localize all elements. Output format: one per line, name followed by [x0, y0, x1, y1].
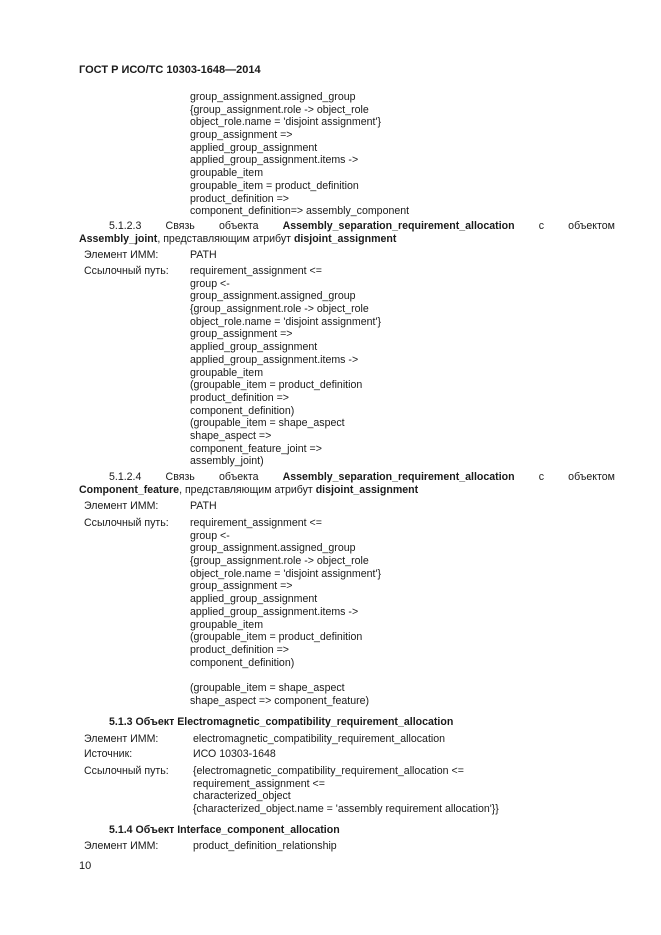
entity-name: Assembly_separation_requirement_allocation — [282, 220, 515, 232]
aim-element-value: PATH — [190, 249, 217, 261]
code-line: applied_group_assignment — [190, 141, 318, 154]
code-line: product_definition => — [190, 192, 289, 205]
code-line: groupable_item — [190, 618, 264, 631]
code-line: shape_aspect => — [190, 429, 272, 442]
code-line: (groupable_item = product_definition — [190, 379, 363, 392]
aim-element-label: Элемент ИММ: — [84, 733, 159, 745]
target-entity: Assembly_joint — [79, 232, 158, 245]
section-heading-5-1-3: 5.1.3 Объект Electromagnetic_compatibility_requirement_allocation — [109, 716, 454, 728]
code-line: group_assignment => — [190, 580, 293, 593]
code-line: object_role.name = 'disjoint assignment'} — [190, 567, 382, 580]
aim-element-value: product_definition_relationship — [193, 840, 337, 852]
target-entity: Component_feature — [79, 483, 180, 496]
code-line: requirement_assignment <= — [193, 777, 325, 790]
section-number: 5.1.2.4 — [109, 471, 142, 483]
code-line: group <- — [190, 529, 230, 542]
section-heading-5-1-2-4: 5.1.2.4 Связь объекта Assembly_separation_requirement_allocation с объектом Component_feature, представляющим атрибут disjoint_assignment — [79, 471, 615, 496]
code-line: (groupable_item = product_definition — [190, 631, 363, 644]
code-line: (groupable_item = shape_aspect — [190, 682, 345, 694]
attribute-name: disjoint_assignment — [293, 232, 397, 245]
reference-path-label: Ссылочный путь: — [84, 265, 169, 277]
code-line: applied_group_assignment — [190, 341, 318, 354]
code-line: component_definition) — [190, 656, 295, 669]
code-line: characterized_object — [193, 790, 291, 803]
attribute-name: disjoint_assignment — [315, 483, 419, 496]
code-line: applied_group_assignment.items -> — [190, 353, 359, 366]
code-line: component_definition=> assembly_component — [190, 205, 410, 218]
code-line: group_assignment => — [190, 129, 293, 142]
code-line: groupable_item — [190, 366, 264, 379]
code-line: group <- — [190, 277, 230, 290]
code-line: {characterized_object.name = 'assembly requirement allocation'}} — [193, 803, 499, 816]
code-line: product_definition => — [190, 643, 289, 656]
code-line: applied_group_assignment.items -> — [190, 154, 359, 167]
reference-path-code — [190, 517, 381, 669]
reference-path-code-tail — [190, 682, 369, 707]
section-number: 5.1.2.3 — [109, 220, 142, 232]
aim-element-label: Элемент ИММ: — [84, 840, 159, 852]
code-block-continued — [190, 91, 409, 218]
code-line: applied_group_assignment — [190, 593, 318, 606]
code-line: {group_assignment.role -> object_role — [190, 555, 369, 568]
code-line: (groupable_item = shape_aspect — [190, 417, 345, 430]
aim-element-value: PATH — [190, 500, 217, 512]
code-line: component_feature_joint => — [190, 442, 322, 455]
code-line: {group_assignment.role -> object_role — [190, 303, 369, 316]
reference-path-code — [193, 765, 499, 816]
code-line: product_definition => — [190, 391, 289, 404]
section-heading-5-1-4: 5.1.4 Объект Interface_component_allocation — [109, 824, 340, 836]
page-number: 10 — [79, 860, 92, 872]
source-value: ИСО 10303-1648 — [193, 748, 276, 760]
reference-path-code — [190, 265, 381, 468]
aim-element-label: Элемент ИММ: — [84, 500, 159, 512]
code-line: group_assignment.assigned_group — [190, 542, 356, 555]
reference-path-label: Ссылочный путь: — [84, 517, 169, 529]
code-line: {group_assignment.role -> object_role — [190, 103, 369, 116]
code-line: assembly_joint) — [190, 455, 264, 468]
code-line: {electromagnetic_compatibility_requirement_allocation <= — [193, 765, 464, 777]
source-label: Источник: — [84, 748, 133, 760]
reference-path-label: Ссылочный путь: — [84, 765, 169, 777]
page-header: ГОСТ Р ИСО/ТС 10303-1648—2014 — [79, 64, 261, 76]
code-line: object_role.name = 'disjoint assignment'} — [190, 315, 382, 328]
code-line: groupable_item — [190, 167, 264, 180]
aim-element-label: Элемент ИММ: — [84, 249, 159, 261]
code-line: applied_group_assignment.items -> — [190, 605, 359, 618]
code-line: object_role.name = 'disjoint assignment'} — [190, 116, 382, 129]
code-line: requirement_assignment <= — [190, 265, 322, 277]
entity-name: Assembly_separation_requirement_allocation — [282, 471, 515, 483]
aim-element-value: electromagnetic_compatibility_requirement_allocation — [193, 733, 446, 745]
code-line: groupable_item = product_definition — [190, 179, 359, 192]
code-line: group_assignment.assigned_group — [190, 91, 356, 103]
code-line: group_assignment => — [190, 328, 293, 341]
code-line: shape_aspect => component_feature) — [190, 694, 370, 707]
code-line: component_definition) — [190, 404, 295, 417]
section-heading-5-1-2-3: 5.1.2.3 Связь объекта Assembly_separation_requirement_allocation с объектом Assembly_joint, представляющим атрибут disjoint_assignment — [79, 220, 615, 245]
code-line: group_assignment.assigned_group — [190, 290, 356, 303]
code-line: requirement_assignment <= — [190, 517, 322, 529]
